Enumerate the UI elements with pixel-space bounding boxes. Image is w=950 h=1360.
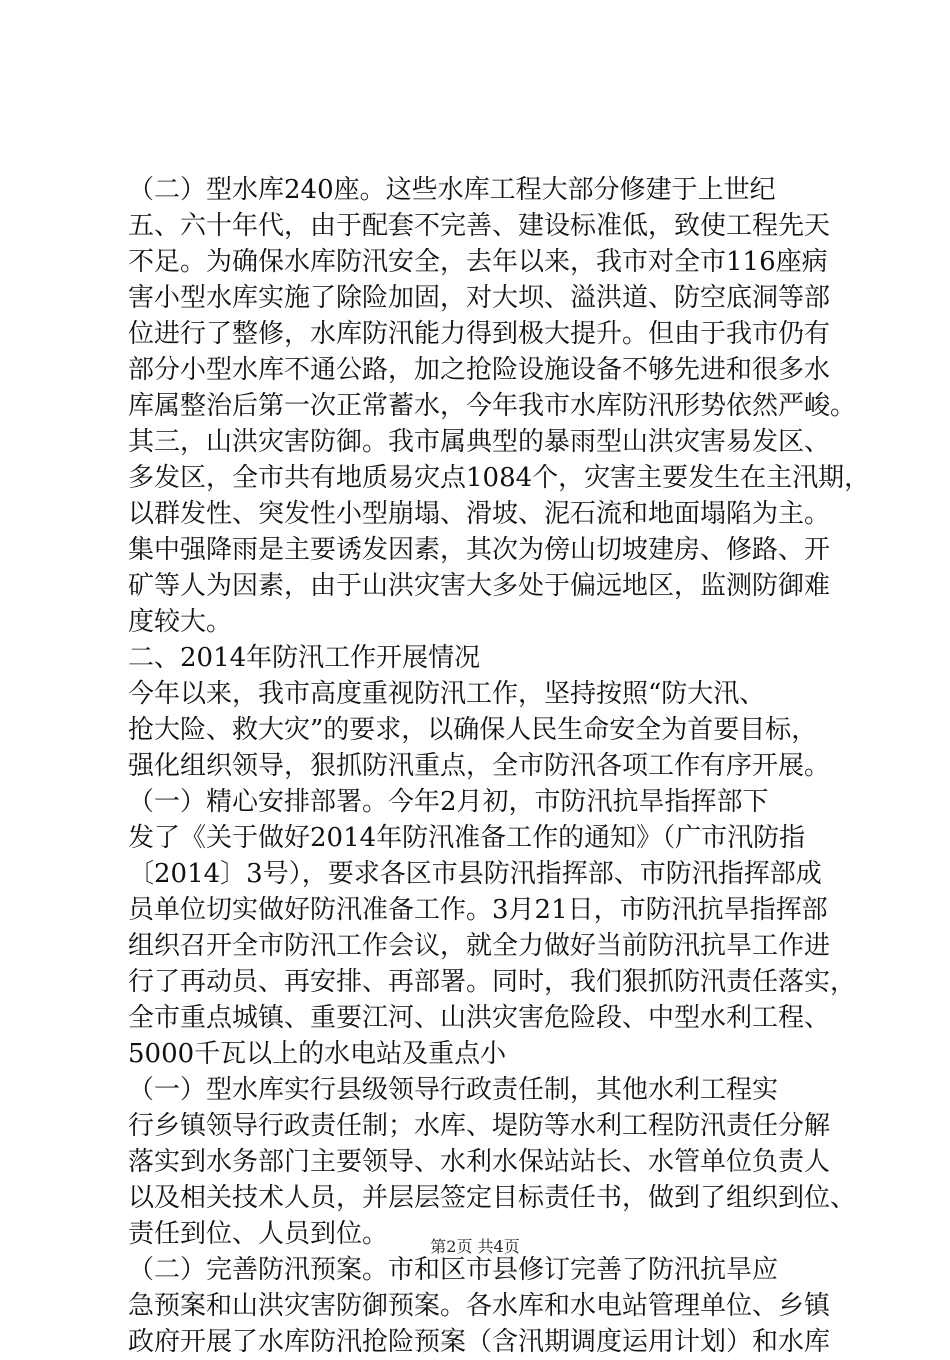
text-line: 5000千瓦以上的水电站及重点小	[128, 1039, 507, 1069]
text-line: 员单位切实做好防汛准备工作。3月21日，市防汛抗旱指挥部	[128, 895, 828, 925]
text-line: 今年以来，我市高度重视防汛工作，坚持按照“防大汛、	[128, 679, 766, 709]
text-line: （一）型水库实行县级领导行政责任制，其他水利工程实	[128, 1075, 779, 1105]
text-line: 行了再动员、再安排、再部署。同时，我们狠抓防汛责任落实，	[128, 967, 857, 997]
text-line: （二）完善防汛预案。市和区市县修订完善了防汛抗旱应	[128, 1255, 779, 1285]
document-body	[128, 172, 871, 1360]
text-line: 多发区，全市共有地质易灾点1084个，灾害主要发生在主汛期，	[128, 463, 871, 493]
text-line: 发了《关于做好2014年防汛准备工作的通知》（广市汛防指	[128, 823, 806, 853]
text-line: 库属整治后第一次正常蓄水，今年我市水库防汛形势依然严峻。	[128, 391, 857, 421]
text-line: 位进行了整修，水库防汛能力得到极大提升。但由于我市仍有	[128, 319, 831, 349]
text-line: 部分小型水库不通公路，加之抢险设施设备不够先进和很多水	[128, 355, 831, 385]
text-line: 全市重点城镇、重要江河、山洪灾害危险段、中型水利工程、	[128, 1003, 831, 1033]
text-line: （一）精心安排部署。今年2月初，市防汛抗旱指挥部下	[128, 787, 769, 817]
text-line: 以及相关技术人员，并层层签定目标责任书，做到了组织到位、	[128, 1183, 857, 1213]
text-line: 五、六十年代，由于配套不完善、建设标准低，致使工程先天	[128, 211, 831, 241]
text-line: 组织召开全市防汛工作会议，就全力做好当前防汛抗旱工作进	[128, 931, 831, 961]
page-number-footer: 第2页 共4页	[430, 1237, 520, 1256]
text-line: 责任到位、人员到位。	[128, 1219, 389, 1249]
text-line: 其三，山洪灾害防御。我市属典型的暴雨型山洪灾害易发区、	[128, 427, 831, 457]
text-line: 以群发性、突发性小型崩塌、滑坡、泥石流和地面塌陷为主。	[128, 499, 831, 529]
text-line: 落实到水务部门主要领导、水利水保站站长、水管单位负责人	[128, 1147, 831, 1177]
text-line: 度较大。	[128, 607, 233, 637]
section-heading: 二、2014年防汛工作开展情况	[128, 643, 481, 673]
text-line: （二）型水库240座。这些水库工程大部分修建于上世纪	[128, 175, 776, 205]
text-line: 政府开展了水库防汛抢险预案（含汛期调度运用计划）和水库	[128, 1327, 831, 1357]
text-line: 害小型水库实施了除险加固，对大坝、溢洪道、防空底洞等部	[128, 283, 831, 313]
text-line: 抢大险、救大灾”的要求，以确保人民生命安全为首要目标，	[128, 715, 818, 745]
text-line: 不足。为确保水库防汛安全，去年以来，我市对全市116座病	[128, 247, 828, 277]
text-line: 〔2014〕3号），要求各区市县防汛指挥部、市防汛指挥部成	[128, 859, 822, 889]
text-line: 强化组织领导，狠抓防汛重点，全市防汛各项工作有序开展。	[128, 751, 831, 781]
text-line: 急预案和山洪灾害防御预案。各水库和水电站管理单位、乡镇	[128, 1291, 831, 1321]
text-line: 矿等人为因素，由于山洪灾害大多处于偏远地区，监测防御难	[128, 571, 831, 601]
text-line: 集中强降雨是主要诱发因素，其次为傍山切坡建房、修路、开	[128, 535, 831, 565]
text-line: 行乡镇领导行政责任制；水库、堤防等水利工程防汛责任分解	[128, 1111, 831, 1141]
